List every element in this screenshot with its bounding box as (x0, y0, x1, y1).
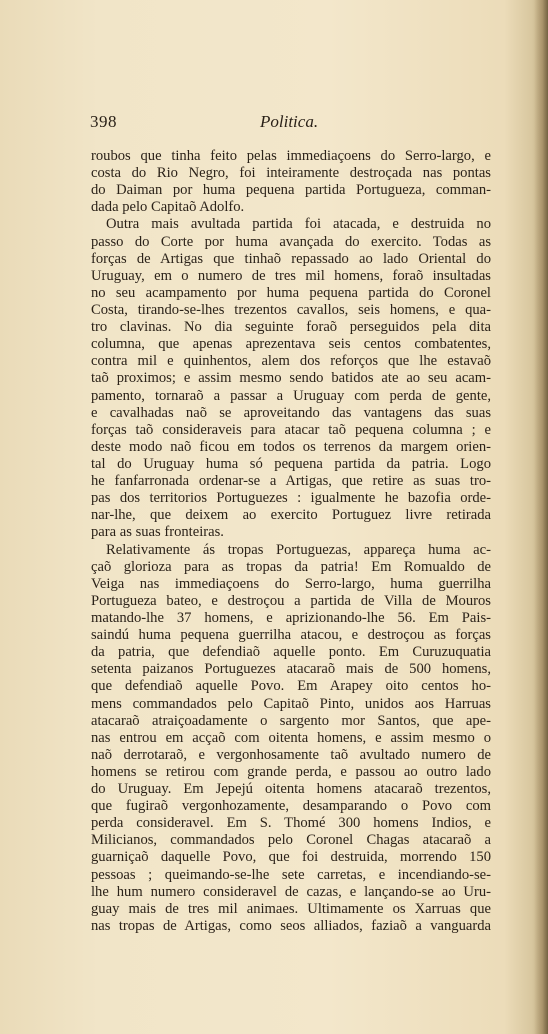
text-line: roubos que tinha feito pelas immediaçoens do Serro-largo, e (91, 148, 491, 164)
text-line: e cavalhadas naõ se aproveitando das vantagens das suas (91, 404, 491, 421)
text-line: atacaraõ atraiçoadamente o sargento mor Santos, que ape- (91, 712, 491, 729)
text-line: para as suas fronteiras. (91, 524, 224, 541)
text-line: que defendiaõ aquelle Povo. Em Arapey oito centos ho- (91, 678, 491, 695)
running-head: Politica. (260, 112, 319, 131)
text-line: contra mil e quinhentos, alem dos reforços que lhe estavaõ (91, 353, 491, 370)
text-line: que fugiraõ vergonhozamente, desamparando o Povo com (91, 798, 491, 815)
text-line: he fanfarronada ordenar-se a Artigas, que retire as suas tro- (91, 473, 491, 490)
text-line: nar-lhe, que deixem ao exercito Portuguez livre retirada (91, 507, 491, 524)
page-header (90, 112, 488, 132)
text-line: matando-lhe 37 homens, e aprizionando-lhe 56. Em Pais- (91, 609, 491, 626)
text-line: do Daiman por huma pequena partida Portugueza, comman- (91, 182, 491, 199)
text-line: pamento, tornaraõ a passar a Uruguay com perda de gente, (91, 387, 491, 404)
text-line: Uruguay, em o numero de tres mil homens, foraõ insultadas (91, 267, 491, 284)
text-line: forças taõ consideraveis para atacar taõ pequena columna ; e (91, 421, 491, 438)
text-line: tal do Uruguay huma só pequena partida da patria. Logo (91, 455, 491, 472)
text-line: mens commandados pelo Capitaõ Pinto, unidos aos Harruas (91, 695, 491, 712)
text-line: nas tropas de Artigas, como seos alliados, faziaõ a vanguarda (91, 917, 491, 934)
text-line: çaõ glorioza para as tropas da patria! Em Romualdo de (91, 558, 491, 575)
text-line: setenta paizanos Portuguezes atacaraõ mais de 500 homens, (91, 661, 491, 678)
text-line: deste modo naõ ficou em todos os terrenos da margem orien- (91, 438, 491, 455)
text-line: saindú huma pequena guerrilha atacou, e destroçou as forças (91, 627, 491, 644)
text-line: naõ derrotaraõ, e vergonhosamente taõ avultado numero de (91, 746, 491, 763)
page-edge-shadow (534, 0, 548, 1034)
text-line: passo do Corte por huma avançada do exercito. Todas as (91, 233, 491, 250)
page-number: 398 (90, 112, 117, 131)
text-line: no seu acampamento por huma pequena partida do Coronel (91, 284, 491, 301)
text-line: da patria, que defendiaõ aquelle ponto. Em Curuzuquatia (91, 644, 491, 661)
body-text (91, 148, 491, 935)
text-line: pessoas ; queimando-se-lhe sete carretas, e incendiando-se- (91, 866, 491, 883)
text-line: dada pelo Capitaõ Adolfo. (91, 199, 245, 216)
text-line: taõ proximos; e assim mesmo sendo batidos ate ao seu acam- (91, 370, 491, 387)
text-line: Veiga nas immediaçoens do Serro-largo, huma guerrilha (91, 575, 491, 592)
text-line: Relativamente ás tropas Portuguezas, appareça huma ac- (106, 541, 491, 558)
text-line: columna, que apenas aprezentava seis centos combatentes, (91, 336, 491, 353)
text-line: Milicianos, commandados pelo Coronel Chagas atacaraõ a (91, 832, 491, 849)
text-line: homens se retirou com grande perda, e passou ao outro lado (91, 763, 491, 780)
text-line: Outra mais avultada partida foi atacada, e destruida no (106, 216, 491, 233)
text-line: Costa, tirando-se-lhes trezentos cavallos, seis homens, e qua- (91, 301, 491, 318)
text-line: lhe hum numero consideravel de cazas, e lançando-se ao Uru- (91, 883, 491, 900)
text-line: guay mais de tres mil animaes. Ultimamente os Xarruas que (91, 900, 491, 917)
text-line: guarniçaõ daquelle Povo, que foi destruida, morrendo 150 (91, 849, 491, 866)
text-line: forças de Artigas que tinhaõ repassado ao lado Oriental do (91, 250, 491, 267)
text-line: pas dos territorios Portuguezes : igualmente he bazofia orde- (91, 490, 491, 507)
text-line: tro clavinas. No dia seguinte foraõ perseguidos pela dita (91, 319, 491, 336)
text-line: costa do Rio Negro, foi inteiramente destroçada nas pontas (91, 165, 491, 182)
text-line: perda consideravel. Em S. Thomé 300 homens Indios, e (91, 815, 491, 832)
text-line: nas entrou em acçaõ com oitenta homens, e assim mesmo o (91, 729, 491, 746)
text-line: Portugueza bateo, e destroçou a partida de Villa de Mouros (91, 592, 491, 609)
text-line: do Uruguay. Em Jepejú oitenta homens atacaraõ trezentos, (91, 781, 491, 798)
